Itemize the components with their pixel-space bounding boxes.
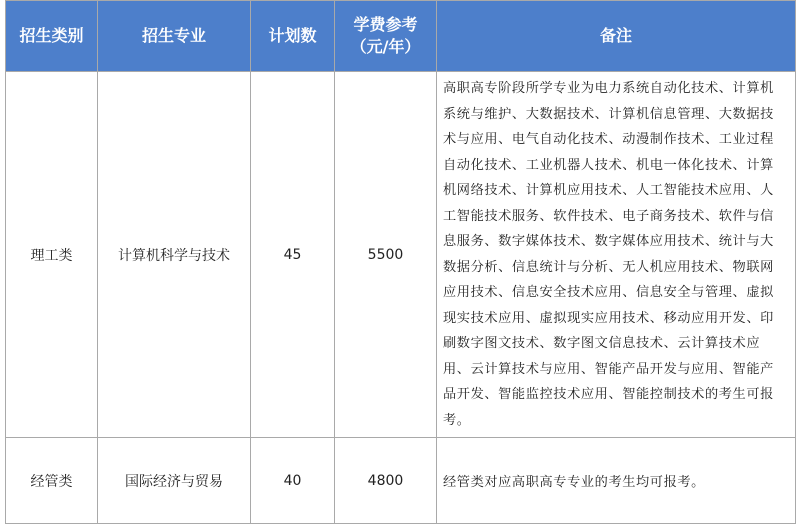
- table-header: [6, 1, 796, 72]
- admission-table: [5, 0, 796, 524]
- cell-tuition: 4800: [335, 438, 437, 524]
- table-row: [6, 438, 796, 524]
- header-row: [6, 1, 796, 72]
- header-plan: 计划数: [251, 1, 335, 72]
- cell-plan: 45: [251, 72, 335, 438]
- cell-category: 经管类: [6, 438, 98, 524]
- table-body: [6, 72, 796, 524]
- cell-notes: 经管类对应高职高专专业的考生均可报考。: [437, 438, 796, 524]
- header-tuition: [335, 1, 437, 72]
- cell-notes: 高职高专阶段所学专业为电力系统自动化技术、计算机系统与维护、大数据技术、计算机信息管理、大数据技术与应用、电气自动化技术、动漫制作技术、工业过程自动化技术、工业机器人技术、机电一体化技术、计算机网络技术、计算机应用技术、人工智能技术应用、人工智能技术服务、软件技术、电子商务技术、软件与信息服务、数字媒体技术、数字媒体应用技术、统计与大数据分析、信息统计与分析、无人机应用技术、物联网应用技术、信息安全技术应用、信息安全与管理、虚拟现实技术应用、虚拟现实应用技术、移动应用开发、印刷数字图文技术、数字图文信息技术、云计算技术应用、云计算技术与应用、智能产品开发与应用、智能产品开发、智能监控技术应用、智能控制技术的考生可报考。: [437, 72, 796, 438]
- cell-tuition: 5500: [335, 72, 437, 438]
- admission-table-container: [5, 0, 795, 497]
- header-tuition-line1: 学费参考: [353, 15, 418, 34]
- table-row: [6, 72, 796, 438]
- cell-major: 国际经济与贸易: [98, 438, 251, 524]
- header-notes: 备注: [437, 1, 796, 72]
- cell-major: 计算机科学与技术: [98, 72, 251, 438]
- cell-category: 理工类: [6, 72, 98, 438]
- header-major: 招生专业: [98, 1, 251, 72]
- cell-plan: 40: [251, 438, 335, 524]
- header-tuition-line2: （元/年）: [350, 37, 421, 56]
- header-category: 招生类别: [6, 1, 98, 72]
